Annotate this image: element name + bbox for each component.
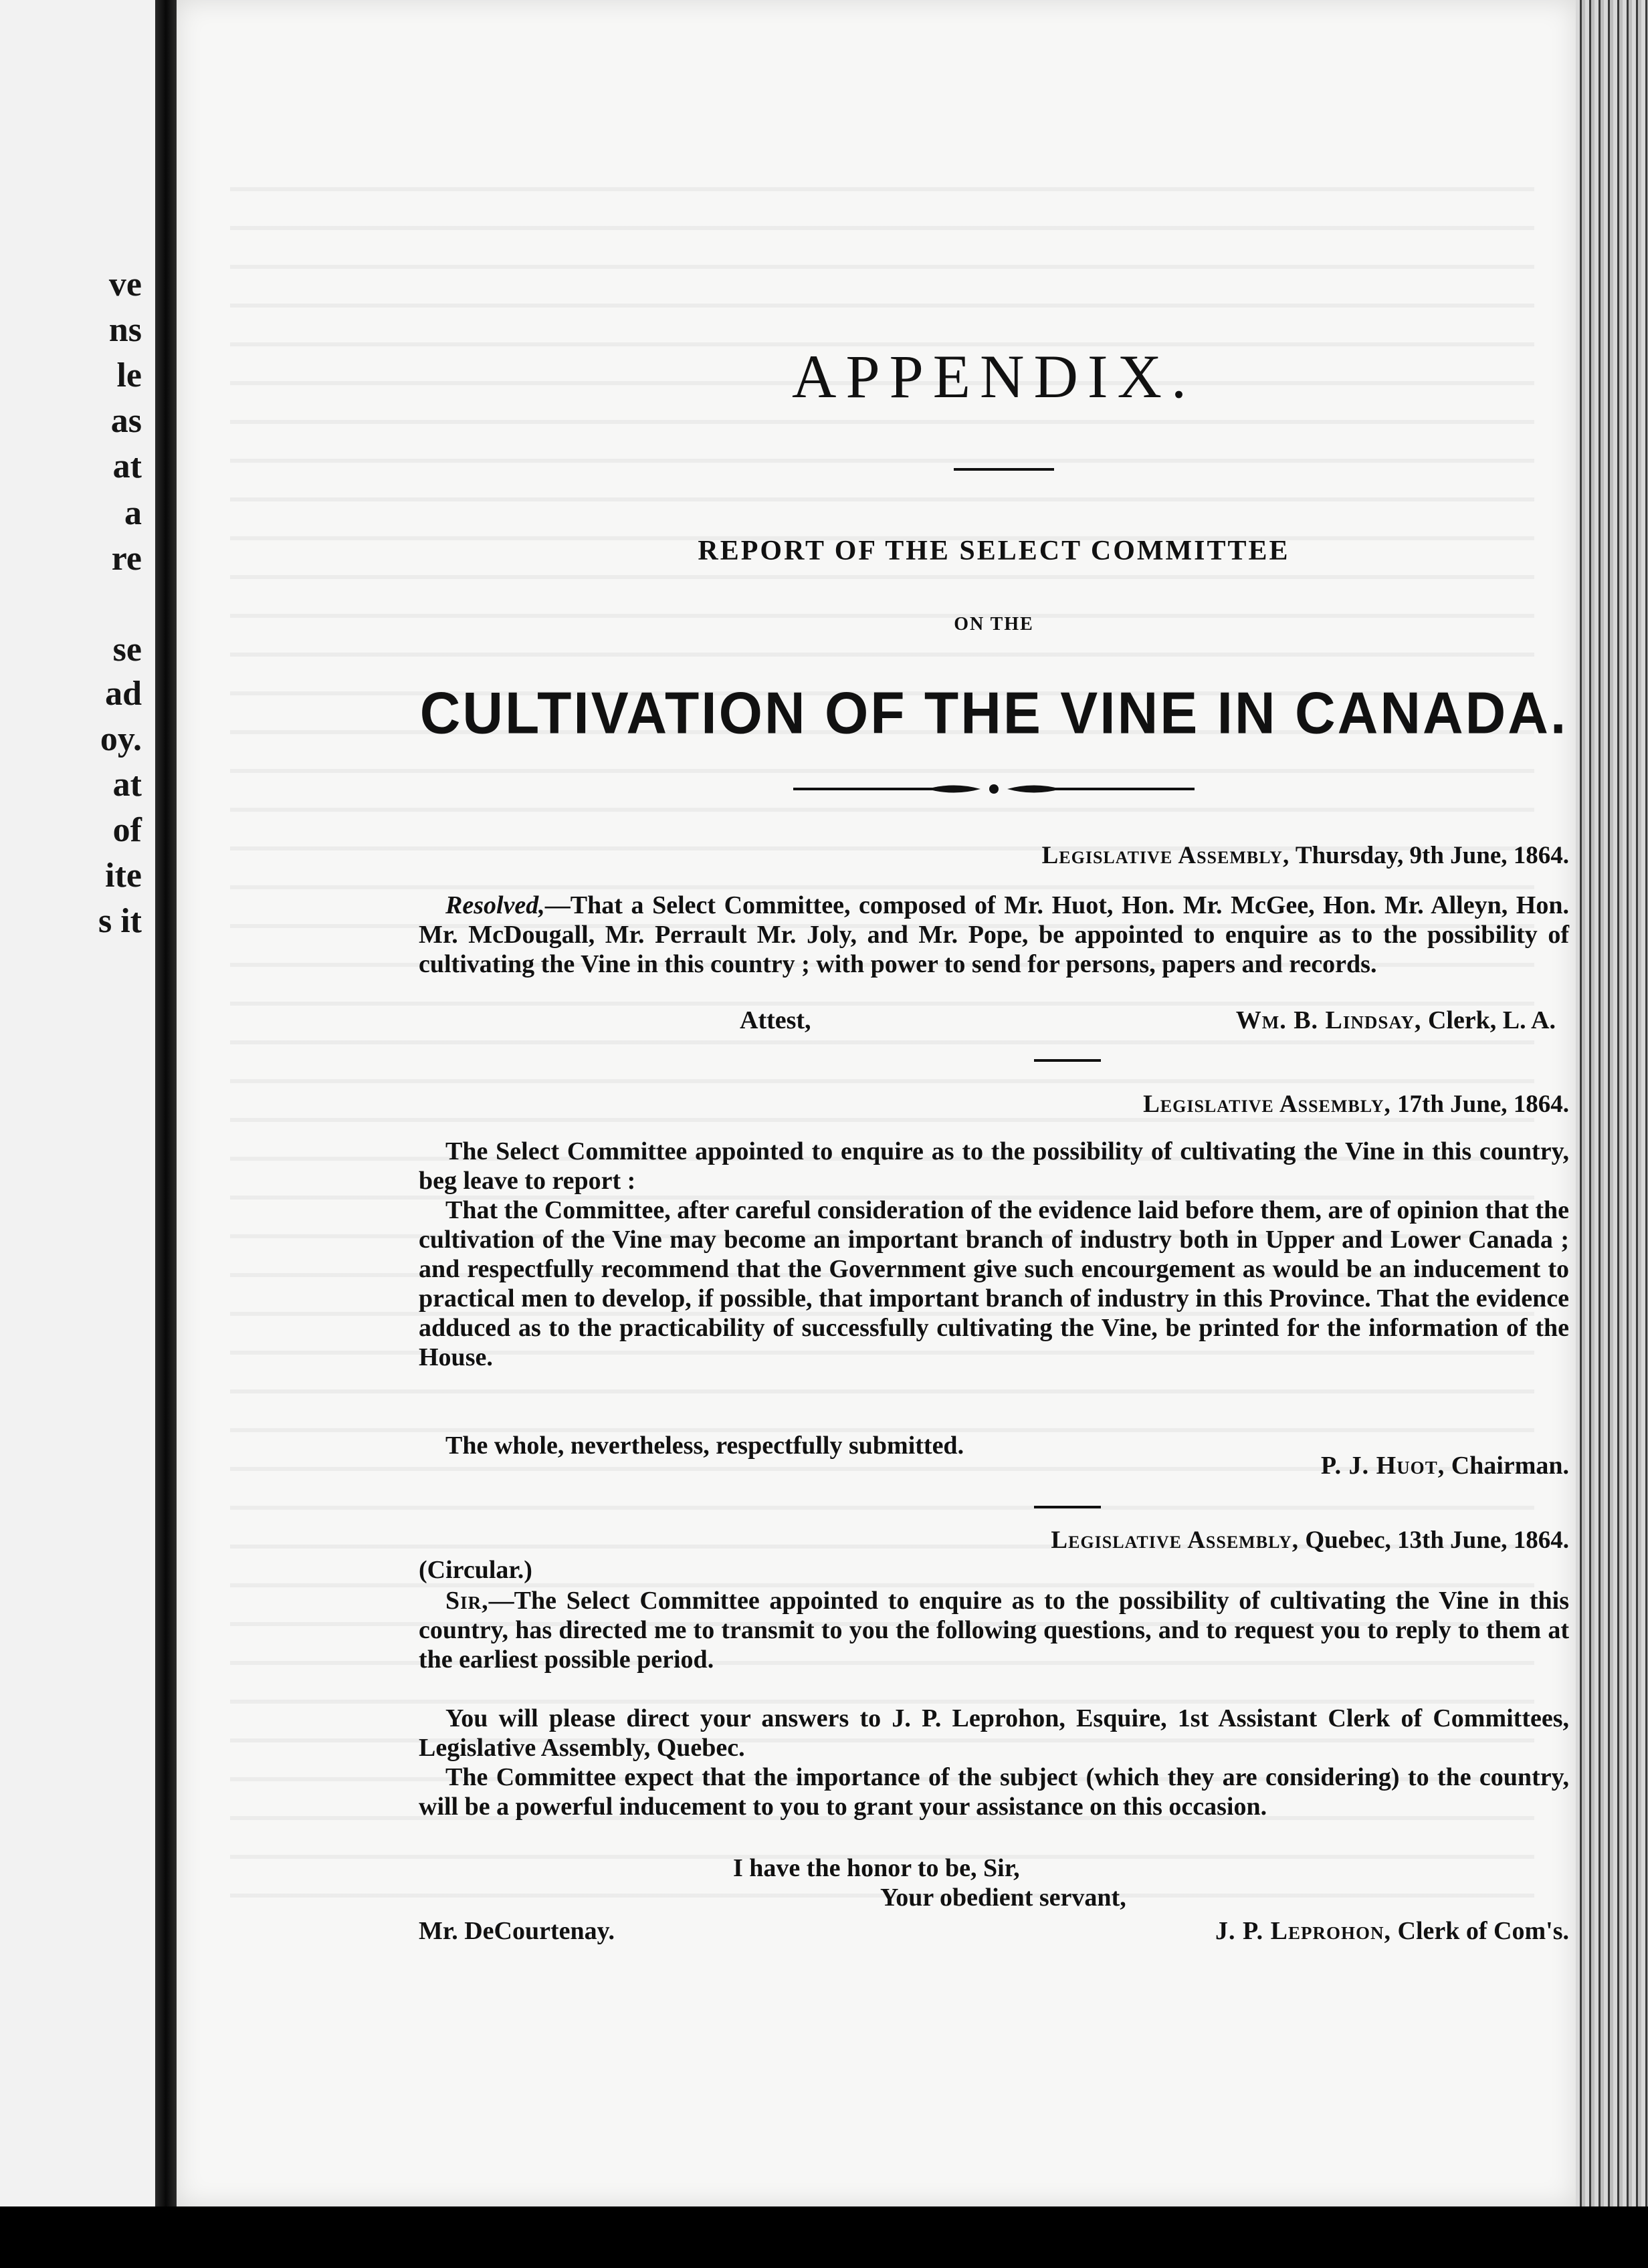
chairman-signature	[1321, 1451, 1569, 1480]
facing-page-fragment: at	[112, 766, 142, 804]
divider-rule	[954, 468, 1054, 471]
signer-title: Chairman.	[1451, 1452, 1569, 1480]
report-body-paragraph: That the Committee, after careful consideration of the evidence laid before them, are of opinion that the cultivation of the Vine may become an important branch of industry both in Upper and Lower Canada ; and respectfully recommend that the Government give such encourgement as would be an inducement to practical men to develop, if possible, that important branch of industry in this Province. That the evidence adduced as to the practicability of successfully cultivating the Vine, be printed for the information of the House.	[419, 1196, 1569, 1371]
resolution-paragraph	[419, 891, 1569, 979]
facing-page-fragment: ad	[105, 675, 142, 713]
facing-page-fragment: as	[110, 402, 142, 440]
dateline-prefix: Legislative Assembly,	[1041, 842, 1290, 869]
report-closing-paragraph: The whole, nevertheless, respectfully submitted.	[445, 1432, 964, 1460]
report-intro-paragraph: The Select Committee appointed to enquire as to the possibility of cultivating the Vine in this country, beg leave to report :	[419, 1137, 1569, 1195]
on-the-subtitle: ON THE	[954, 614, 1034, 635]
closing-line-2: Your obedient servant,	[880, 1884, 1126, 1912]
attest-signature	[1236, 1006, 1556, 1035]
divider-rule	[1034, 1059, 1101, 1062]
facing-page-fragment: ite	[105, 857, 142, 895]
facing-page	[0, 0, 155, 2206]
signer-name: P. J. Huot,	[1320, 1452, 1445, 1480]
dateline-2	[1143, 1090, 1569, 1119]
signer-name: Wm. B. Lindsay,	[1235, 1006, 1422, 1034]
facing-page-fragment: oy.	[100, 720, 142, 758]
circular-body: —The Select Committee appointed to enquire as to the possibility of cultivating the Vine in this country, has directed me to transmit to you the following questions, and to request you to reply to them at the earliest possible period.	[419, 1587, 1569, 1674]
facing-page-fragment: ns	[108, 311, 142, 349]
appendix-heading: APPENDIX.	[792, 342, 1196, 411]
dateline-prefix: Legislative Assembly,	[1143, 1091, 1391, 1118]
facing-page-fragment: le	[116, 356, 142, 394]
resolved-label: Resolved,	[445, 891, 545, 919]
facing-page-fragment: of	[112, 811, 142, 849]
report-title: REPORT OF THE SELECT COMMITTEE	[698, 536, 1290, 566]
importance-paragraph: The Committee expect that the importance of the subject (which they are considering) to the country, will be a powerful inducement to you to grant your assistance on this occasion.	[419, 1763, 1569, 1821]
facing-page-fragment: re	[111, 540, 142, 578]
addressee: Mr. DeCourtenay.	[419, 1917, 615, 1945]
dateline-1	[1042, 841, 1569, 870]
dateline-date: Thursday, 9th June, 1864.	[1295, 842, 1569, 869]
document-page	[177, 0, 1576, 2206]
clerk-signature	[1215, 1916, 1569, 1946]
circular-paragraph	[419, 1586, 1569, 1674]
main-title: CULTIVATION OF THE VINE IN CANADA.	[419, 679, 1568, 746]
ornament-divider-icon	[793, 779, 1195, 799]
dateline-date: Quebec, 13th June, 1864.	[1305, 1526, 1569, 1554]
scan-border	[0, 2206, 1648, 2268]
signer-title: Clerk, L. A.	[1427, 1006, 1556, 1034]
circular-label: (Circular.)	[419, 1556, 532, 1584]
facing-page-fragment: se	[112, 631, 142, 669]
signer-name: J. P. Leprohon,	[1215, 1917, 1392, 1945]
salutation: Sir,	[445, 1587, 489, 1615]
facing-page-fragment: a	[124, 494, 142, 532]
attest-label: Attest,	[740, 1006, 811, 1034]
facing-page-fragment: s it	[98, 902, 142, 940]
facing-page-fragment: ve	[108, 265, 142, 304]
divider-rule	[1034, 1506, 1101, 1508]
dateline-3	[1051, 1526, 1569, 1555]
book-page-edges	[1576, 0, 1648, 2268]
signer-title: Clerk of Com's.	[1397, 1917, 1569, 1945]
directions-paragraph: You will please direct your answers to J. P. Leprohon, Esquire, 1st Assistant Clerk of Committees, Legislative Assembly, Quebec.	[419, 1704, 1569, 1762]
dateline-date: 17th June, 1864.	[1397, 1091, 1569, 1118]
closing-line-1: I have the honor to be, Sir,	[733, 1854, 1020, 1882]
book-gutter	[155, 0, 177, 2268]
dateline-prefix: Legislative Assembly,	[1051, 1526, 1300, 1554]
resolution-body: —That a Select Committee, composed of Mr. Huot, Hon. Mr. McGee, Hon. Mr. Alleyn, Hon. Mr. McDougall, Mr. Perrault Mr. Joly, and Mr. Pope, be appointed to enquire as to the possibility of cultivating the Vine in this country ; with power to send for persons, papers and records.	[419, 891, 1569, 978]
facing-page-fragment: at	[112, 447, 142, 485]
